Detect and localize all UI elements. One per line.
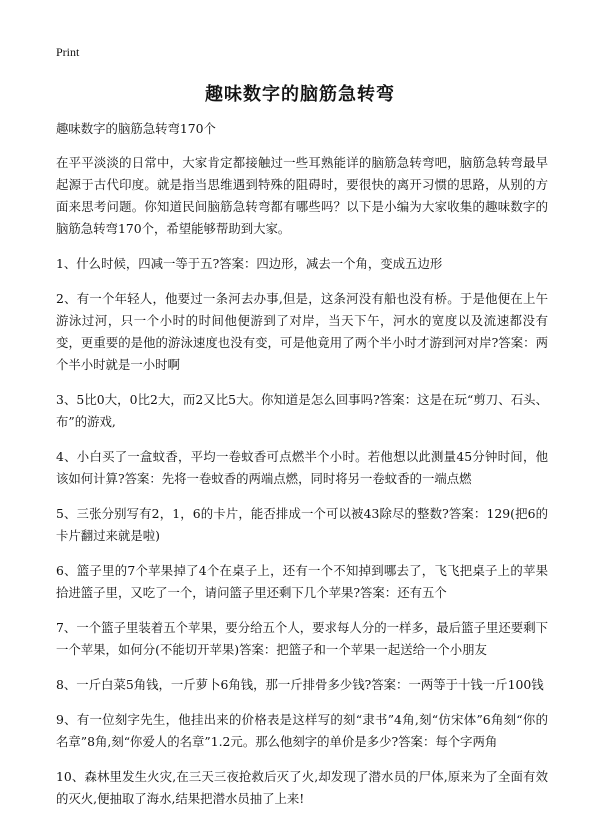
riddle-item-1: 1、什么时候，四减一等于五?答案：四边形，减去一个角，变成五边形 [56, 256, 443, 271]
riddle-item-3: 3、5比0大，0比2大，而2又比5大。你知道是怎么回事吗?答案：这是在玩“剪刀、石头、布”的游戏, [56, 392, 548, 429]
riddle-item-8: 8、一斤白菜5角钱，一斤萝卜6角钱，那一斤排骨多少钱?答案：一两等于十钱一斤100钱 [56, 677, 544, 692]
riddle-item-5: 5、三张分别写有2，1，6的卡片，能否排成一个可以被43除尽的整数?答案：129(把6的卡片翻过来就是啦) [56, 506, 548, 543]
riddle-item-4: 4、小白买了一盒蚊香，平均一卷蚊香可点燃半个小时。若他想以此测量45分钟时间，他该如何计算?答案：先将一卷蚊香的两端点燃，同时将另一卷蚊香的一端点燃 [56, 449, 548, 486]
article-body [56, 118, 548, 823]
riddle-item-10: 10、森林里发生火灾,在三天三夜抢救后灭了火,却发现了潜水员的尸体,原来为了全面有效的灭火,便抽取了海水,结果把潜水员抽了上来! [56, 769, 548, 806]
page-title: 趣味数字的脑筋急转弯 [205, 84, 395, 105]
print-link[interactable]: Print [56, 45, 80, 59]
riddle-item-7: 7、一个篮子里装着五个苹果，要分给五个人，要求每人分的一样多，最后篮子里还要剩下一个苹果，如何分(不能切开苹果)答案：把篮子和一个苹果一起送给一个小朋友 [56, 620, 548, 657]
article-subtitle: 趣味数字的脑筋急转弯170个 [56, 121, 216, 136]
riddle-item-2: 2、有一个年轻人，他要过一条河去办事,但是，这条河没有船也没有桥。于是他便在上午游泳过河，只一个小时的时间他便游到了对岸，当天下午，河水的宽度以及流速都没有变，更重要的是他的游泳速度也没有变，可是他竟用了两个半小时才游到河对岸?答案：两个半小时就是一小时啊 [56, 291, 548, 372]
riddle-item-9: 9、有一位刻字先生，他挂出来的价格表是这样写的刻“隶书”4角,刻“仿宋体”6角刻“你的名章”8角,刻“你爱人的名章”1.2元。那么他刻字的单价是多少?答案：每个字两角 [56, 712, 548, 749]
riddle-item-6: 6、篮子里的7个苹果掉了4个在桌子上，还有一个不知掉到哪去了，飞飞把桌子上的苹果拾进篮子里，又吃了一个，请问篮子里还剩下几个苹果?答案：还有五个 [56, 563, 548, 600]
article-intro: 在平平淡淡的日常中，大家肯定都接触过一些耳熟能详的脑筋急转弯吧，脑筋急转弯最早起源于古代印度。就是指当思维遇到特殊的阻碍时，要很快的离开习惯的思路，从别的方面来思考问题。你知道民间脑筋急转弯都有哪些吗？以下是小编为大家收集的趣味数字的脑筋急转弯170个，希望能够帮助到大家。 [56, 155, 548, 236]
